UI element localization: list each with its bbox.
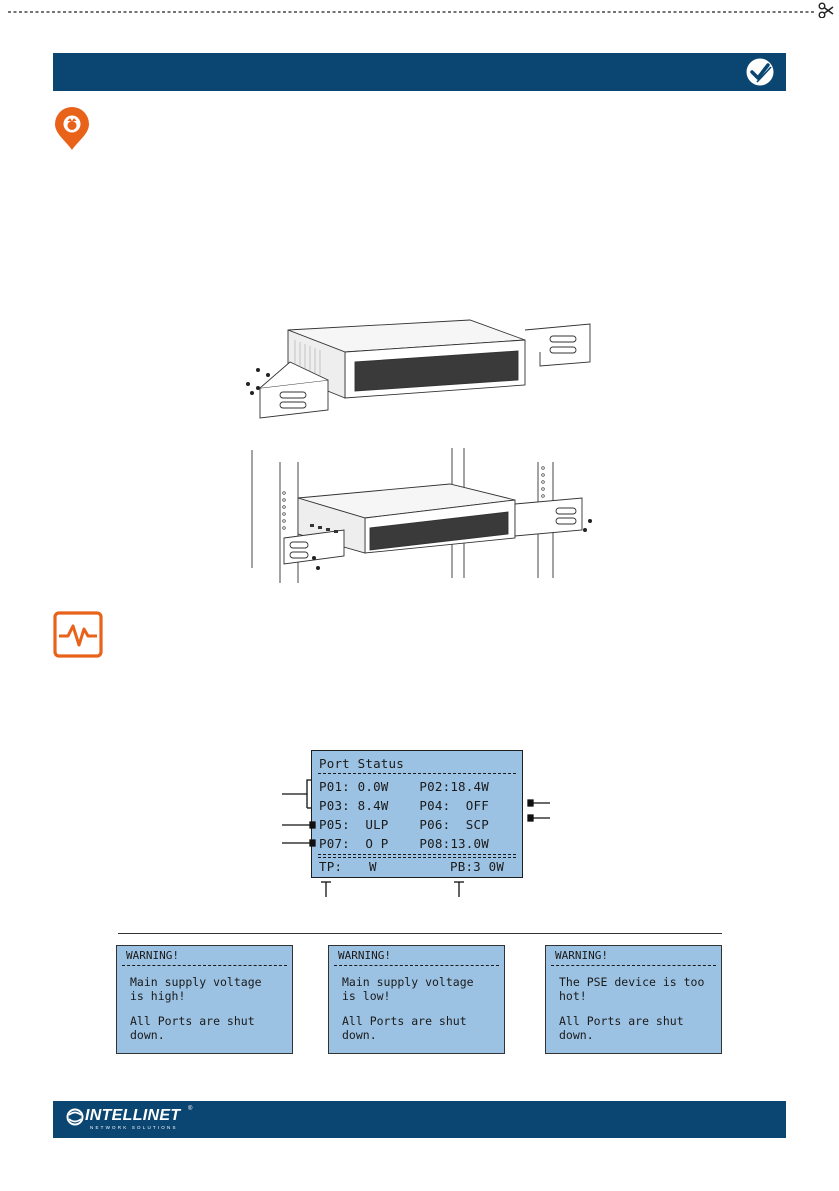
lcd-power-budget: PB:3 0W xyxy=(450,859,505,874)
intellinet-logo xyxy=(66,1106,196,1132)
warning-text: down. xyxy=(559,1028,594,1042)
pulse-icon xyxy=(53,611,103,658)
warning-divider xyxy=(122,965,287,966)
warning-divider xyxy=(334,965,499,966)
warning-text: is low! xyxy=(342,989,391,1003)
lcd-total-power-label: TP: xyxy=(319,859,343,874)
warning-divider xyxy=(551,965,716,966)
warning-text: The PSE device is too xyxy=(559,975,705,989)
separator-line xyxy=(118,933,722,934)
scissors-icon xyxy=(819,3,833,18)
scissors-cut-line xyxy=(6,0,834,18)
warning-text: down. xyxy=(130,1028,165,1042)
lcd-port-row: P03: 8.4W P04: OFF xyxy=(319,798,489,813)
warning-title: WARNING! xyxy=(126,949,179,962)
warning-text: is high! xyxy=(130,989,186,1003)
warning-text: hot! xyxy=(559,989,587,1003)
header-bar xyxy=(53,53,786,91)
warning-text: down. xyxy=(342,1028,377,1042)
lcd-port-row: P05: ULP P06: SCP xyxy=(319,817,489,832)
lcd-title: Port Status xyxy=(319,756,404,771)
warning-title: WARNING! xyxy=(338,949,391,962)
warning-panel-voltage-high xyxy=(116,945,293,1054)
location-pin-icon xyxy=(50,107,94,151)
warning-text: All Ports are shut xyxy=(342,1014,467,1028)
warning-text: All Ports are shut xyxy=(559,1014,684,1028)
warning-panel-voltage-low xyxy=(328,945,505,1054)
rack-mount-illustration xyxy=(240,448,610,583)
rack-bracket-attach-illustration xyxy=(240,300,600,430)
registered-mark: ® xyxy=(188,1106,193,1112)
lcd-port-row: P01: 0.0W P02:18.4W xyxy=(319,779,489,794)
warning-panel-overheat xyxy=(545,945,722,1054)
intellinet-globe-icon xyxy=(66,1108,84,1126)
warning-text: Main supply voltage xyxy=(342,975,474,989)
warning-text: Main supply voltage xyxy=(130,975,262,989)
warning-text: All Ports are shut xyxy=(130,1014,255,1028)
check-badge-icon xyxy=(745,57,775,87)
lcd-callout-lines xyxy=(270,770,560,900)
lcd-total-power-unit: W xyxy=(369,859,377,874)
lcd-port-row: P07: O P P08:13.0W xyxy=(319,836,489,851)
warning-title: WARNING! xyxy=(555,949,608,962)
logo-tagline: NETWORK SOLUTIONS xyxy=(90,1125,178,1130)
logo-wordmark: INTELLINET xyxy=(85,1107,181,1124)
